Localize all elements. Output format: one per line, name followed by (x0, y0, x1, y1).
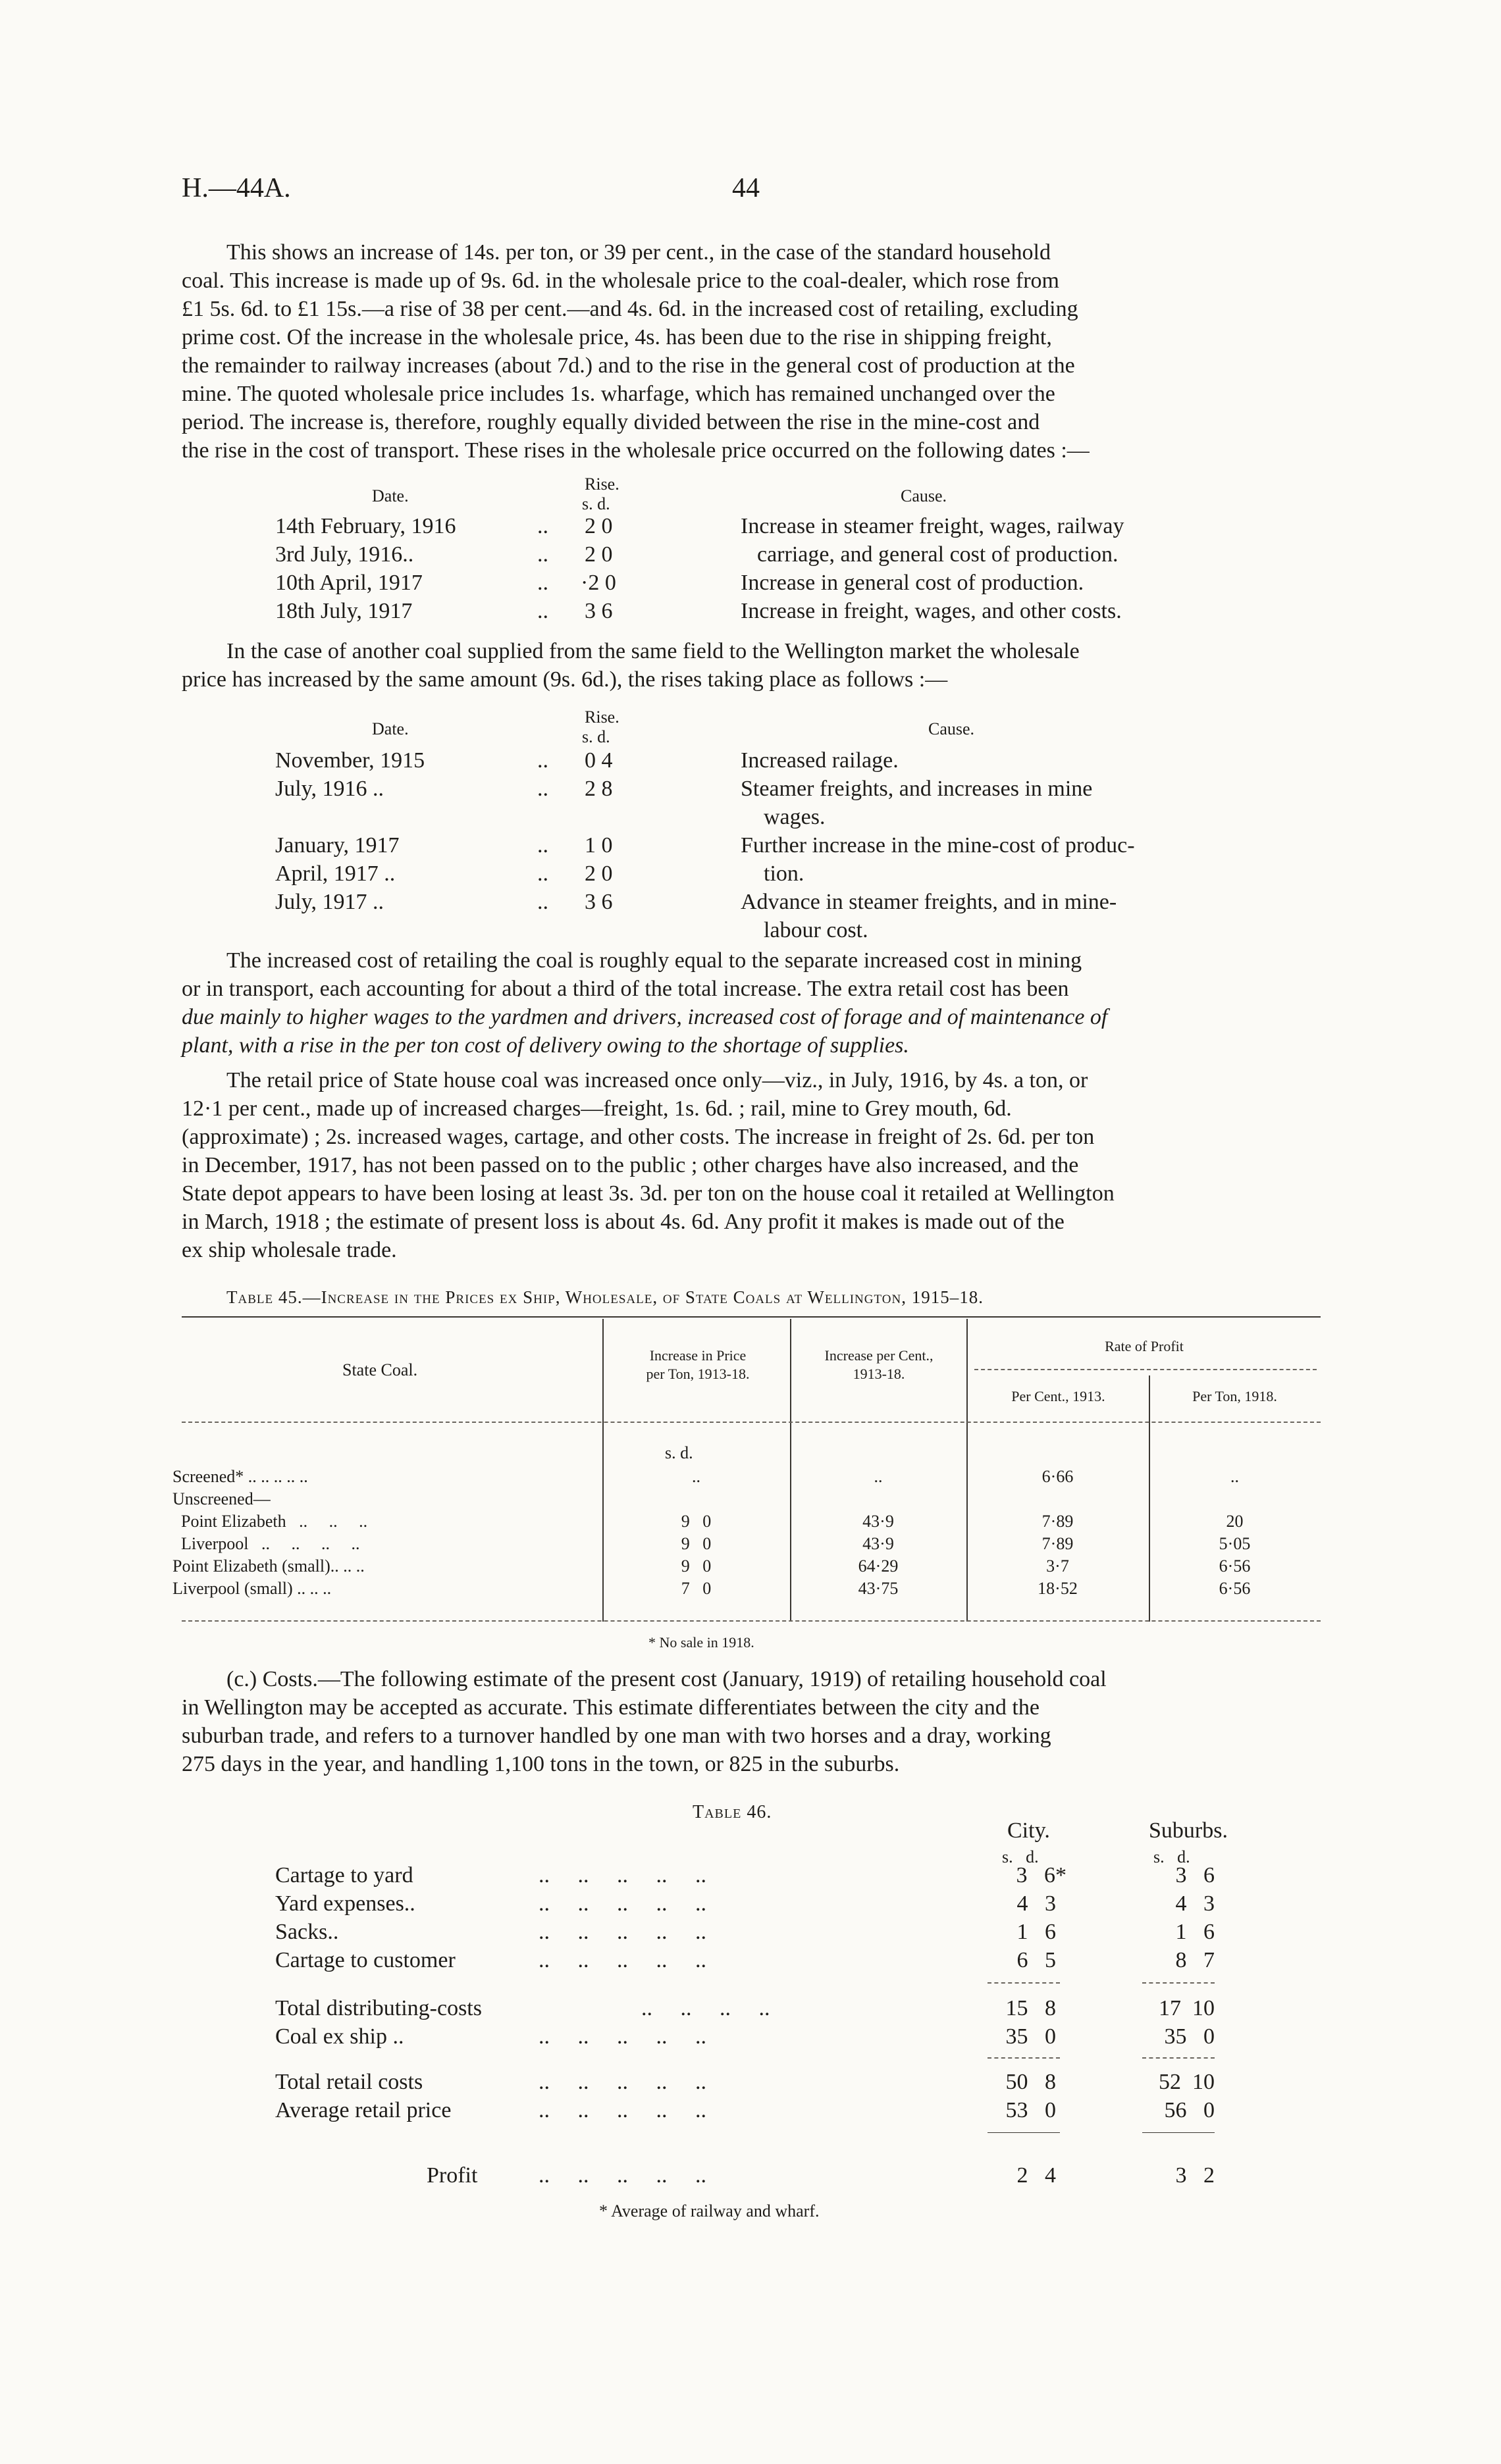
cell-pt1918: 6·56 (1219, 1579, 1251, 1598)
cost-label: Sacks.. (275, 1920, 339, 1944)
cost-label: Coal ex ship .. (275, 2024, 404, 2049)
cell-pct: 43·9 (862, 1534, 894, 1553)
sum-rule (1142, 1982, 1215, 1984)
page-number: 44 (732, 173, 760, 203)
rise-date: July, 1917 .. (275, 890, 384, 914)
rise-cause: Increase in steamer freight, wages, railway (741, 514, 1124, 538)
col-header-rise: Rise. (585, 707, 619, 727)
cell-pc1913: 6·66 (1041, 1467, 1074, 1486)
table-footnote: * Average of railway and wharf. (599, 2201, 820, 2220)
paragraph-1 (182, 238, 1321, 465)
cost-city: 35 0 (1005, 2024, 1056, 2049)
cost-city: 53 0 (1005, 2098, 1056, 2122)
cost-suburbs: 17 10 (1159, 1996, 1215, 2020)
rise-cause: Advance in steamer freights, and in mine- (741, 890, 1117, 914)
rise-amount: 1 0 (585, 833, 613, 858)
table-row-label: Point Elizabeth (small).. .. .. (172, 1556, 365, 1576)
table-row-label: Screened* .. .. .. .. .. (172, 1467, 308, 1486)
rise-date: April, 1917 .. (275, 861, 396, 886)
sum-rule (988, 2057, 1060, 2059)
text-line: or in transport, each accounting for about a third of the total increase. The extra retail cost has been (182, 977, 1069, 1001)
cost-suburbs: 8 7 (1175, 1948, 1215, 1972)
rise-date: January, 1917 (275, 833, 400, 858)
text-line: due mainly to higher wages to the yardmen and drivers, increased cost of forage and of maintenance of (182, 1005, 1108, 1029)
document-reference: H.—44A. (182, 173, 291, 203)
rise-cause: carriage, and general cost of production. (757, 542, 1119, 567)
cost-suburbs: 3 2 (1175, 2163, 1215, 2188)
col-header-increase-price (612, 1347, 783, 1383)
rise-amount: 2 0 (585, 514, 613, 538)
unit-sd-suburbs: s. d. (1153, 1847, 1190, 1866)
leader-dots: .. (537, 599, 548, 623)
table-row-label: Point Elizabeth .. .. .. (172, 1512, 368, 1531)
cell-pt1918: 5·05 (1219, 1534, 1251, 1553)
text-line: 12·1 per cent., made up of increased charges—freight, 1s. 6d. ; rail, mine to Grey mouth, 6d. (182, 1096, 1012, 1121)
leader-dots: .. .. .. .. .. (539, 2024, 706, 2049)
text-line: The increased cost of retailing the coal is roughly equal to the separate increased cost in mining (226, 948, 1082, 973)
text-line: period. The increase is, therefore, roughly equally divided between the rise in the mine-cost and (182, 410, 1040, 434)
paragraph-5 (182, 1665, 1321, 1778)
text-line: (approximate) ; 2s. increased wages, cartage, and other costs. The increase in freight of 2s. 6d. per ton (182, 1125, 1095, 1149)
rise-cause: Steamer freights, and increases in mine (741, 777, 1093, 801)
col-header-date: Date. (372, 719, 409, 738)
cell-pt1918: .. (1230, 1467, 1239, 1486)
text-line: coal. This increase is made up of 9s. 6d. in the wholesale price to the coal-dealer, which rose from (182, 269, 1060, 293)
cell-pc1913: 7·89 (1041, 1534, 1074, 1553)
text-line: (c.) Costs.—The following estimate of the present cost (January, 1919) of retailing household coal (226, 1667, 1107, 1691)
text-line: ex ship wholesale trade. (182, 1238, 397, 1262)
cost-suburbs: 56 0 (1164, 2098, 1215, 2122)
col-header-state-coal: State Coal. (342, 1360, 418, 1379)
text-line: State depot appears to have been losing at least 3s. 3d. per ton on the house coal it retailed at Wellington (182, 1181, 1115, 1206)
text-line: prime cost. Of the increase in the wholesale price, 4s. has been due to the rise in shipping freight, (182, 325, 1052, 349)
cost-city: 1 6 (1016, 1920, 1056, 1944)
text-line: the remainder to railway increases (about 7d.) and to the rise in the general cost of production at the (182, 353, 1075, 378)
rise-amount: 3 6 (585, 599, 613, 623)
table-footnote: * No sale in 1918. (648, 1634, 754, 1651)
text-line: In the case of another coal supplied from the same field to the Wellington market the wholesale (226, 639, 1080, 663)
leader-dots: .. (537, 833, 548, 858)
cost-label: Cartage to customer (275, 1948, 456, 1972)
table-row-label: Unscreened— (172, 1489, 271, 1508)
cost-suburbs: 35 0 (1164, 2024, 1215, 2049)
cost-city: 4 3 (1016, 1891, 1056, 1916)
cost-label: Total retail costs (275, 2070, 423, 2094)
rise-cause: Increase in freight, wages, and other costs. (741, 599, 1122, 623)
header-rule (182, 1422, 1321, 1423)
sum-rule (988, 2132, 1060, 2133)
cell-pc1913: 18·52 (1038, 1579, 1078, 1598)
cost-suburbs: 1 6 (1175, 1920, 1215, 1944)
cost-city: 50 8 (1005, 2070, 1056, 2094)
cell-pt1918: 20 (1226, 1512, 1244, 1531)
header-rule (974, 1369, 1317, 1370)
text-line: in December, 1917, has not been passed on to the public ; other charges have also increased, and the (182, 1153, 1079, 1177)
text-line: 275 days in the year, and handling 1,100 tons in the town, or 825 in the suburbs. (182, 1752, 900, 1776)
cost-city: 2 4 (1016, 2163, 1056, 2188)
text-line: the rise in the cost of transport. These rises in the wholesale price occurred on the following dates :— (182, 438, 1090, 463)
col-header-cause: Cause. (901, 486, 947, 505)
cell-price: .. (692, 1467, 700, 1486)
leader-dots: .. .. .. .. .. (539, 2098, 706, 2122)
col-header-sd: s. d. (582, 494, 610, 513)
text-line: mine. The quoted wholesale price includes 1s. wharfage, which has remained unchanged over the (182, 382, 1055, 406)
rise-amount: 2 0 (585, 542, 613, 567)
leader-dots: .. (537, 890, 548, 914)
table-row-label: Liverpool (small) .. .. .. (172, 1579, 332, 1598)
text-line: in March, 1918 ; the estimate of present loss is about 4s. 6d. Any profit it makes is made out of the (182, 1210, 1065, 1234)
unit-sd: s. d. (665, 1443, 693, 1462)
rise-cause: Further increase in the mine-cost of produc- (741, 833, 1135, 858)
col-header-per-ton-1918: Per Ton, 1918. (1192, 1388, 1277, 1404)
cost-city: 3 6* (1016, 1863, 1066, 1887)
cost-suburbs: 52 10 (1159, 2070, 1215, 2094)
leader-dots: .. (537, 571, 548, 595)
rise-cause: Increased railage. (741, 748, 899, 773)
col-header-city: City. (1007, 1818, 1050, 1843)
col-header-rise: Rise. (585, 475, 619, 494)
cost-suburbs: 3 6 (1175, 1863, 1215, 1887)
leader-dots: .. (537, 514, 548, 538)
header-line: Increase per Cent., (824, 1347, 934, 1364)
sum-rule (1142, 2057, 1215, 2059)
rise-cause: wages. (764, 805, 826, 829)
rise-date: 3rd July, 1916.. (275, 542, 414, 567)
cost-label: Yard expenses.. (275, 1891, 415, 1916)
cell-pt1918: 6·56 (1219, 1556, 1251, 1576)
text-line: plant, with a rise in the per ton cost of delivery owing to the shortage of supplies. (182, 1033, 909, 1058)
cell-price: 9 0 (681, 1556, 712, 1576)
text-line: £1 5s. 6d. to £1 15s.—a rise of 38 per cent.—and 4s. 6d. in the increased cost of retailing, excluding (182, 297, 1078, 321)
text-line: in Wellington may be accepted as accurate. This estimate differentiates between the city and the (182, 1695, 1040, 1720)
cell-pct: .. (874, 1467, 883, 1486)
cell-price: 9 0 (681, 1512, 712, 1531)
header-line: Increase in Price (649, 1347, 747, 1364)
col-header-cause: Cause. (928, 719, 975, 738)
cell-price: 7 0 (681, 1579, 712, 1598)
col-header-sd: s. d. (582, 727, 610, 746)
col-header-date: Date. (372, 486, 409, 505)
rise-amount: ·2 0 (581, 571, 616, 595)
table-rule (182, 1316, 1321, 1318)
leader-dots: .. (537, 861, 548, 886)
text-line: This shows an increase of 14s. per ton, or 39 per cent., in the case of the standard household (226, 240, 1051, 265)
col-header-rate-profit: Rate of Profit (1105, 1338, 1184, 1354)
sum-rule (988, 1982, 1060, 1984)
rise-amount: 2 8 (585, 777, 613, 801)
leader-dots: .. .. .. .. .. (539, 1948, 706, 1972)
rise-date: 14th February, 1916 (275, 514, 456, 538)
cost-suburbs: 4 3 (1175, 1891, 1215, 1916)
rise-amount: 3 6 (585, 890, 613, 914)
cell-pct: 64·29 (858, 1556, 899, 1576)
cost-label: Average retail price (275, 2098, 452, 2122)
cost-label-profit: Profit (427, 2163, 478, 2188)
leader-dots: .. .. .. .. (641, 1996, 770, 2020)
text-line: The retail price of State house coal was increased once only—viz., in July, 1916, by 4s. a ton, or (226, 1068, 1088, 1092)
table-rule (182, 1620, 1321, 1622)
rise-date: 18th July, 1917 (275, 599, 413, 623)
cost-label: Cartage to yard (275, 1863, 413, 1887)
leader-dots: .. .. .. .. .. (539, 1891, 706, 1916)
paragraph-4 (182, 1066, 1321, 1264)
leader-dots: .. .. .. .. .. (539, 1920, 706, 1944)
text-line: price has increased by the same amount (9s. 6d.), the rises taking place as follows :— (182, 667, 948, 692)
table-title: Table 45.—Increase in the Prices ex Ship, Wholesale, of State Coals at Wellington, 1915–18. (226, 1287, 984, 1307)
header-line: per Ton, 1913-18. (646, 1366, 750, 1382)
leader-dots: .. (537, 777, 548, 801)
col-header-per-cent-1913: Per Cent., 1913. (1011, 1388, 1105, 1404)
rise-cause: labour cost. (764, 918, 868, 942)
rise-cause: tion. (764, 861, 804, 886)
cell-pc1913: 3·7 (1046, 1556, 1069, 1576)
col-header-increase-pct (797, 1347, 961, 1383)
rise-date: July, 1916 .. (275, 777, 384, 801)
rise-amount: 2 0 (585, 861, 613, 886)
text-line: suburban trade, and refers to a turnover handled by one man with two horses and a dray, working (182, 1724, 1051, 1748)
leader-dots: .. (537, 542, 548, 567)
table-title: Table 46. (693, 1802, 772, 1822)
cost-city: 6 5 (1016, 1948, 1056, 1972)
sum-rule (1142, 2132, 1215, 2133)
unit-sd-city: s. d. (1002, 1847, 1039, 1866)
paragraph-2 (182, 637, 1321, 694)
leader-dots: .. .. .. .. .. (539, 1863, 706, 1887)
rise-amount: 0 4 (585, 748, 613, 773)
cell-price: 9 0 (681, 1534, 712, 1553)
cell-pc1913: 7·89 (1041, 1512, 1074, 1531)
leader-dots: .. .. .. .. .. (539, 2070, 706, 2094)
rise-date: 10th April, 1917 (275, 571, 423, 595)
leader-dots: .. (537, 748, 548, 773)
table-row-label: Liverpool .. .. .. .. (172, 1534, 360, 1553)
header-line: 1913-18. (853, 1366, 905, 1382)
paragraph-3 (182, 946, 1321, 1060)
rise-cause: Increase in general cost of production. (741, 571, 1084, 595)
leader-dots: .. .. .. .. .. (539, 2163, 706, 2188)
col-header-suburbs: Suburbs. (1149, 1818, 1228, 1843)
cell-pct: 43·9 (862, 1512, 894, 1531)
cell-pct: 43·75 (858, 1579, 899, 1598)
rise-date: November, 1915 (275, 748, 425, 773)
cost-label: Total distributing-costs (275, 1996, 482, 2020)
cost-city: 15 8 (1005, 1996, 1056, 2020)
